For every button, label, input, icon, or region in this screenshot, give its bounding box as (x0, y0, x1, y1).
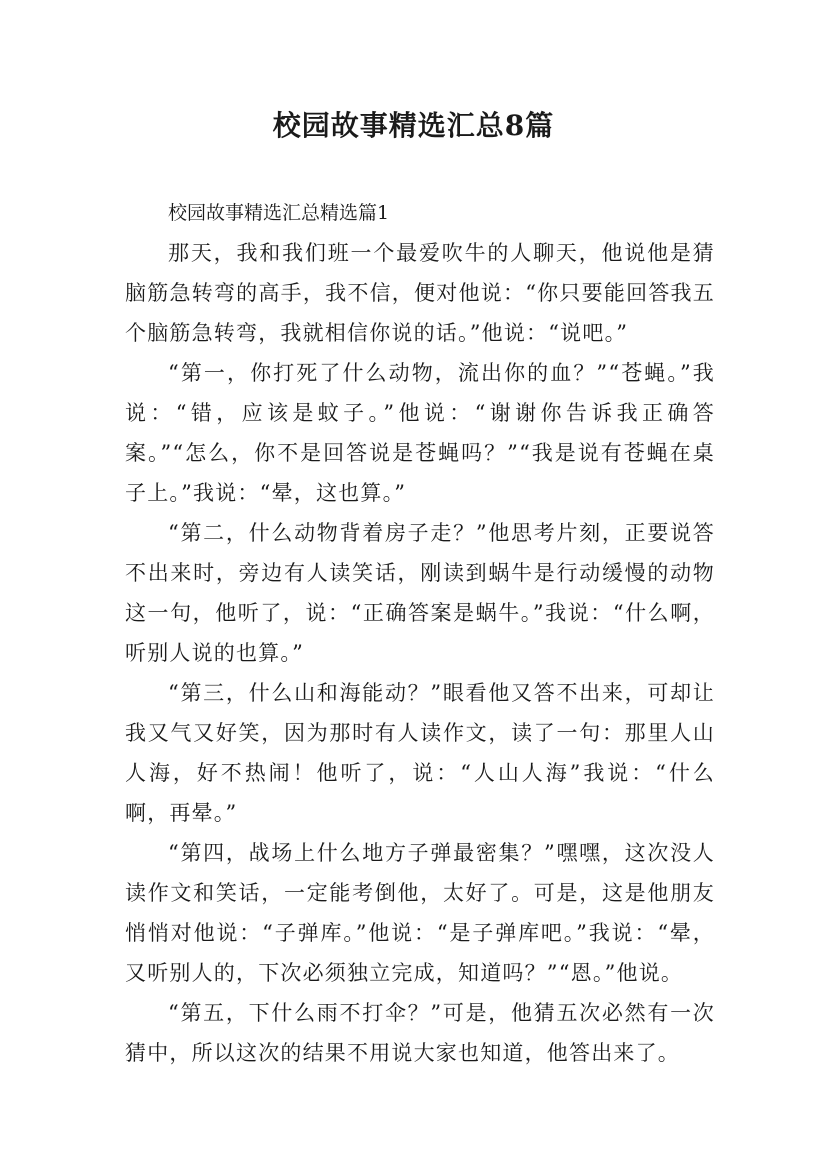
paragraph: 那天，我和我们班一个最爱吹牛的人聊天，他说他是猜脑筋急转弯的高手，我不信，便对他说：“你只要能回答我五个脑筋急转弯，我就相信你说的话。”他说：“说吧。” (125, 241, 715, 345)
section-heading: 校园故事精选汇总精选篇1 (168, 202, 390, 224)
paragraph: “第三，什么山和海能动？”眼看他又答不出来，可却让我又气又好笑，因为那时有人读作文，读了一句：那里人山人海，好不热闹！他听了，说：“人山人海”我说：“什么啊，再晕。” (125, 681, 715, 825)
document-body (125, 193, 715, 1073)
document-title: 校园故事精选汇总8篇 (272, 109, 555, 142)
paragraph: “第一，你打死了什么动物，流出你的血？”“苍蝇。”我说：“错，应该是蚊子。”他说：“谢谢你告诉我正确答案。”“怎么，你不是回答说是苍蝇吗？”“我是说有苍蝇在桌子上。”我说：“晕，这也算。” (125, 361, 715, 505)
paragraph: “第四，战场上什么地方子弹最密集？”嘿嘿，这次没人读作文和笑话，一定能考倒他，太好了。可是，这是他朋友悄悄对他说：“子弹库。”他说：“是子弹库吧。”我说：“晕，又听别人的，下次必须独立完成，知道吗？”“恩。”他说。 (125, 841, 715, 985)
paragraph: “第二，什么动物背着房子走？”他思考片刻，正要说答不出来时，旁边有人读笑话，刚读到蜗牛是行动缓慢的动物这一句，他听了，说：“正确答案是蜗牛。”我说：“什么啊，听别人说的也算。” (125, 521, 715, 665)
paragraph: “第五，下什么雨不打伞？”可是，他猜五次必然有一次猜中，所以这次的结果不用说大家也知道，他答出来了。 (125, 1001, 715, 1065)
